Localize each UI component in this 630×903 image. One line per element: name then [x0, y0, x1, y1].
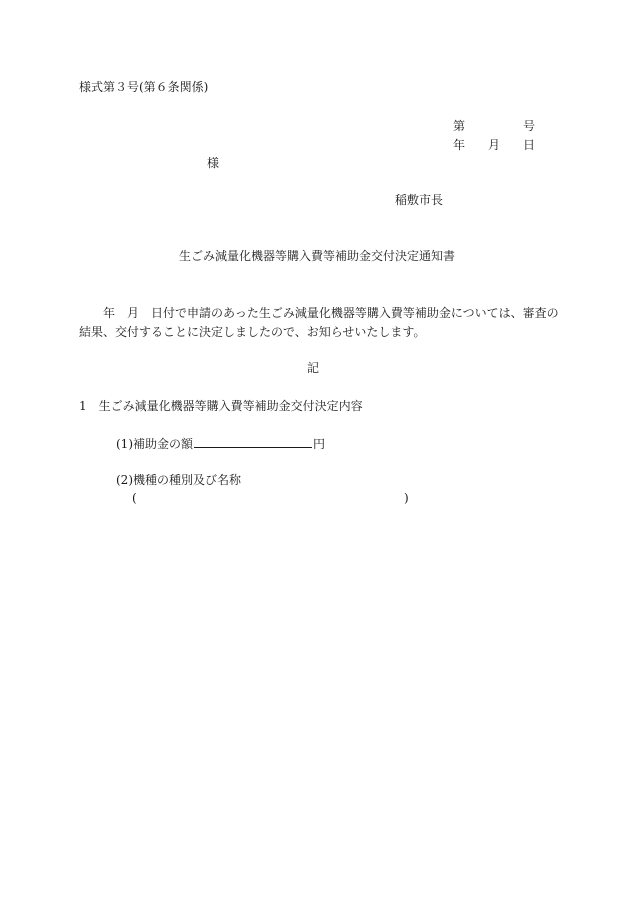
- date-day-label: 日: [523, 138, 536, 152]
- item-1-subsidy-amount: [116, 437, 325, 450]
- item-1-label: (1)補助金の額: [116, 437, 193, 451]
- body-line-1: [79, 307, 559, 319]
- document-number-suffix: 号: [523, 119, 536, 133]
- body-line-2: 結果、交付することに決定しましたので、お知らせいたします。: [79, 325, 426, 339]
- form-reference: 様式第３号(第６条関係): [79, 80, 209, 94]
- item-2-label: (2)機種の種別及び名称: [116, 473, 241, 487]
- amount-blank-line: [194, 437, 312, 448]
- body-line-1-text: 日付で申請のあった生ごみ減量化機器等購入費等補助金については、審査の: [151, 306, 559, 320]
- addressee-honorific: 様: [207, 156, 220, 170]
- item-2-paren-close: ): [404, 491, 409, 505]
- date-year-label: 年: [453, 138, 466, 152]
- item-1-unit: 円: [313, 437, 326, 451]
- ki-heading: 記: [307, 361, 320, 375]
- document-title: 生ごみ減量化機器等購入費等補助金交付決定通知書: [179, 249, 456, 263]
- body-month-label: 月: [127, 306, 140, 320]
- section-1-heading: 1 生ごみ減量化機器等購入費等補助金交付決定内容: [79, 399, 363, 413]
- document-number-prefix: 第: [453, 119, 466, 133]
- issuer-name: 稲敷市長: [395, 193, 444, 207]
- item-2-paren-open: (: [132, 491, 137, 505]
- date-month-label: 月: [488, 138, 501, 152]
- body-year-label: 年: [103, 306, 116, 320]
